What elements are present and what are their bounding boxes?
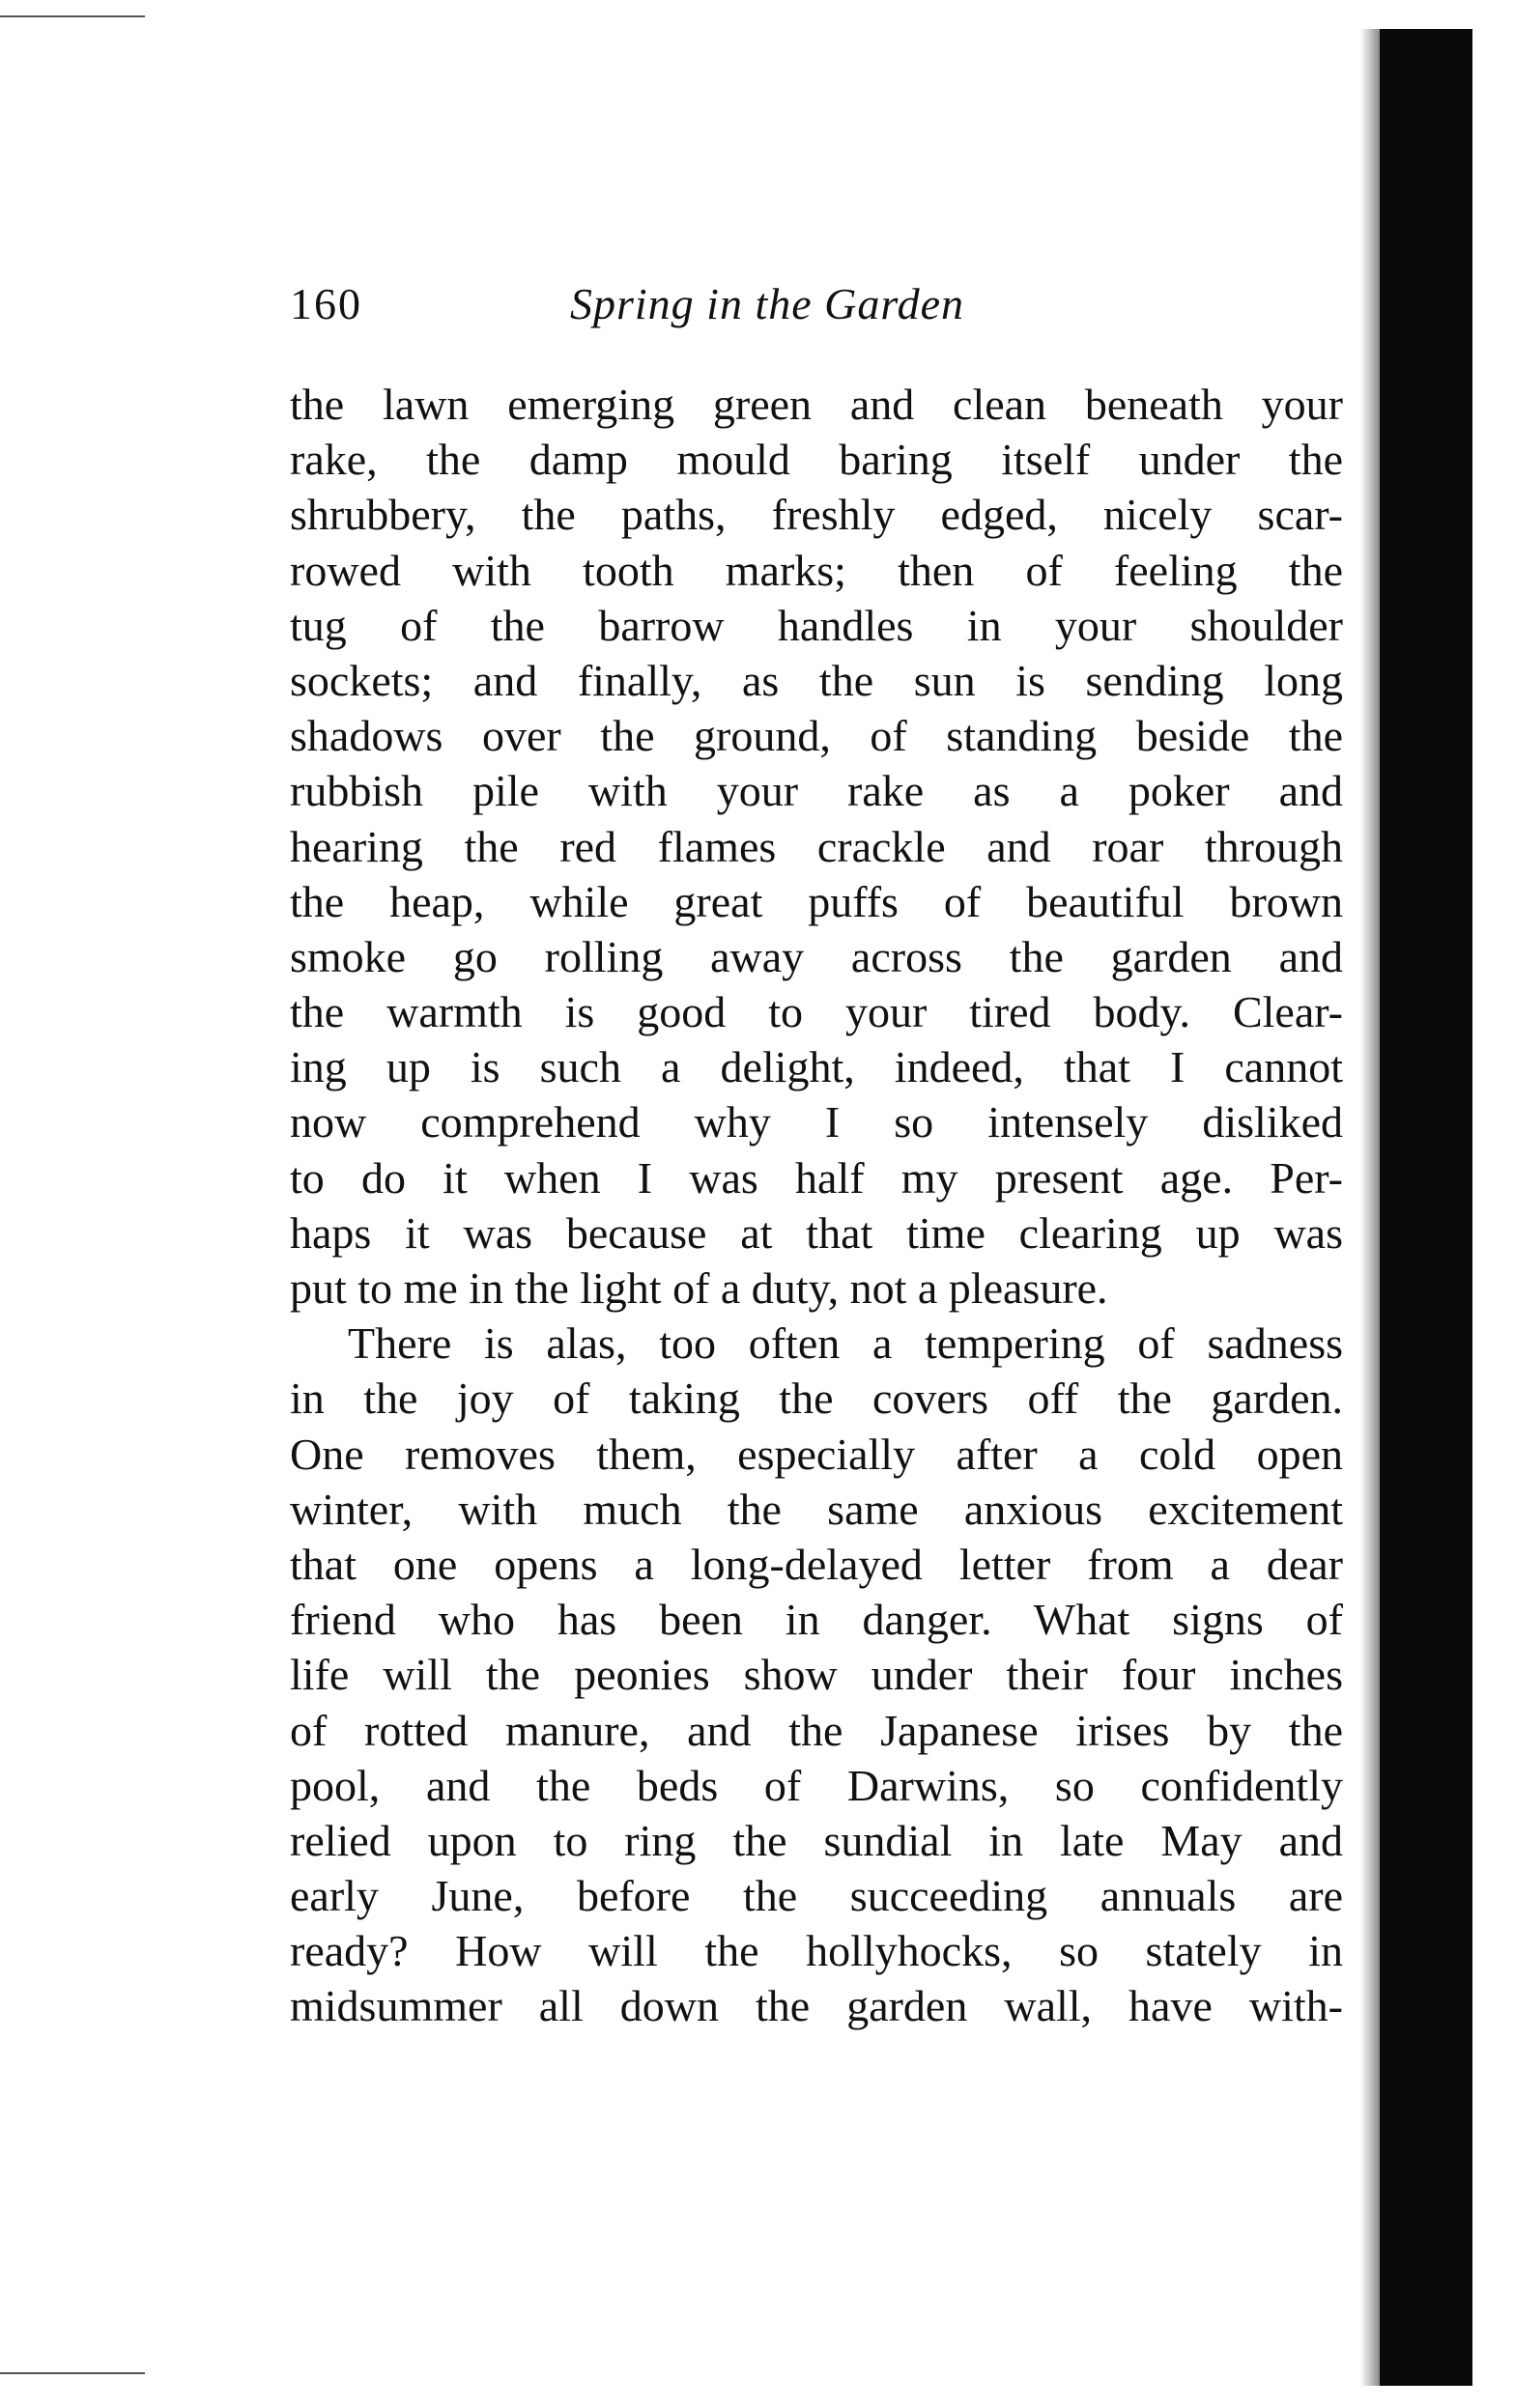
text-line: One removes them, especially after a cold open: [290, 1429, 1343, 1479]
text-line: the warmth is good to your tired body. Clear-: [290, 987, 1343, 1037]
text-line: the heap, while great puffs of beautiful brown: [290, 876, 1343, 926]
text-line: in the joy of taking the covers off the garden.: [290, 1374, 1343, 1424]
text-line: hearing the red flames crackle and roar through: [290, 821, 1343, 871]
text-line: smoke go rolling away across the garden and: [290, 931, 1343, 981]
page-gutter-shadow: [1380, 29, 1472, 2386]
text-line: the lawn emerging green and clean beneath your: [290, 380, 1343, 429]
text-line: rake, the damp mould baring itself under the: [290, 435, 1343, 485]
text-line: of rotted manure, and the Japanese irises by the: [290, 1705, 1343, 1755]
scan-rule-top: [0, 15, 145, 17]
text-line: early June, before the succeeding annuals are: [290, 1871, 1343, 1921]
text-line: tug of the barrow handles in your shoulder: [290, 600, 1343, 650]
text-line: friend who has been in danger. What signs of: [290, 1595, 1343, 1645]
text-line: life will the peonies show under their four inches: [290, 1650, 1343, 1700]
text-line: midsummer all down the garden wall, have with-: [290, 1981, 1343, 2031]
text-line: rowed with tooth marks; then of feeling the: [290, 545, 1343, 595]
running-head: [290, 275, 1353, 333]
text-line: that one opens a long-delayed letter from a dear: [290, 1539, 1343, 1589]
text-line: winter, with much the same anxious excitement: [290, 1484, 1343, 1534]
scan-rule-bottom: [0, 2372, 145, 2374]
text-line: now comprehend why I so intensely disliked: [290, 1097, 1343, 1147]
text-line: to do it when I was half my present age. Per-: [290, 1152, 1343, 1203]
text-line: sockets; and finally, as the sun is sending long: [290, 655, 1343, 705]
text-line: ready? How will the hollyhocks, so stately in: [290, 1926, 1343, 1976]
text-line: shadows over the ground, of standing beside the: [290, 711, 1343, 761]
book-title: Spring in the Garden: [570, 279, 964, 328]
text-line: ing up is such a delight, indeed, that I cannot: [290, 1042, 1343, 1092]
text-line: rubbish pile with your rake as a poker and: [290, 766, 1343, 816]
body-text: [290, 377, 1343, 2034]
text-line: relied upon to ring the sundial in late May and: [290, 1815, 1343, 1865]
page-number: 160: [290, 279, 362, 328]
paragraph-start-line: There is alas, too often a tempering of sadness: [348, 1318, 1343, 1369]
paragraph-end-line: put to me in the light of a duty, not a pleasure.: [290, 1263, 1108, 1313]
text-line: shrubbery, the paths, freshly edged, nicely scar-: [290, 490, 1343, 540]
text-line: pool, and the beds of Darwins, so confidently: [290, 1760, 1343, 1810]
text-line: haps it was because at that time clearing up was: [290, 1207, 1343, 1258]
